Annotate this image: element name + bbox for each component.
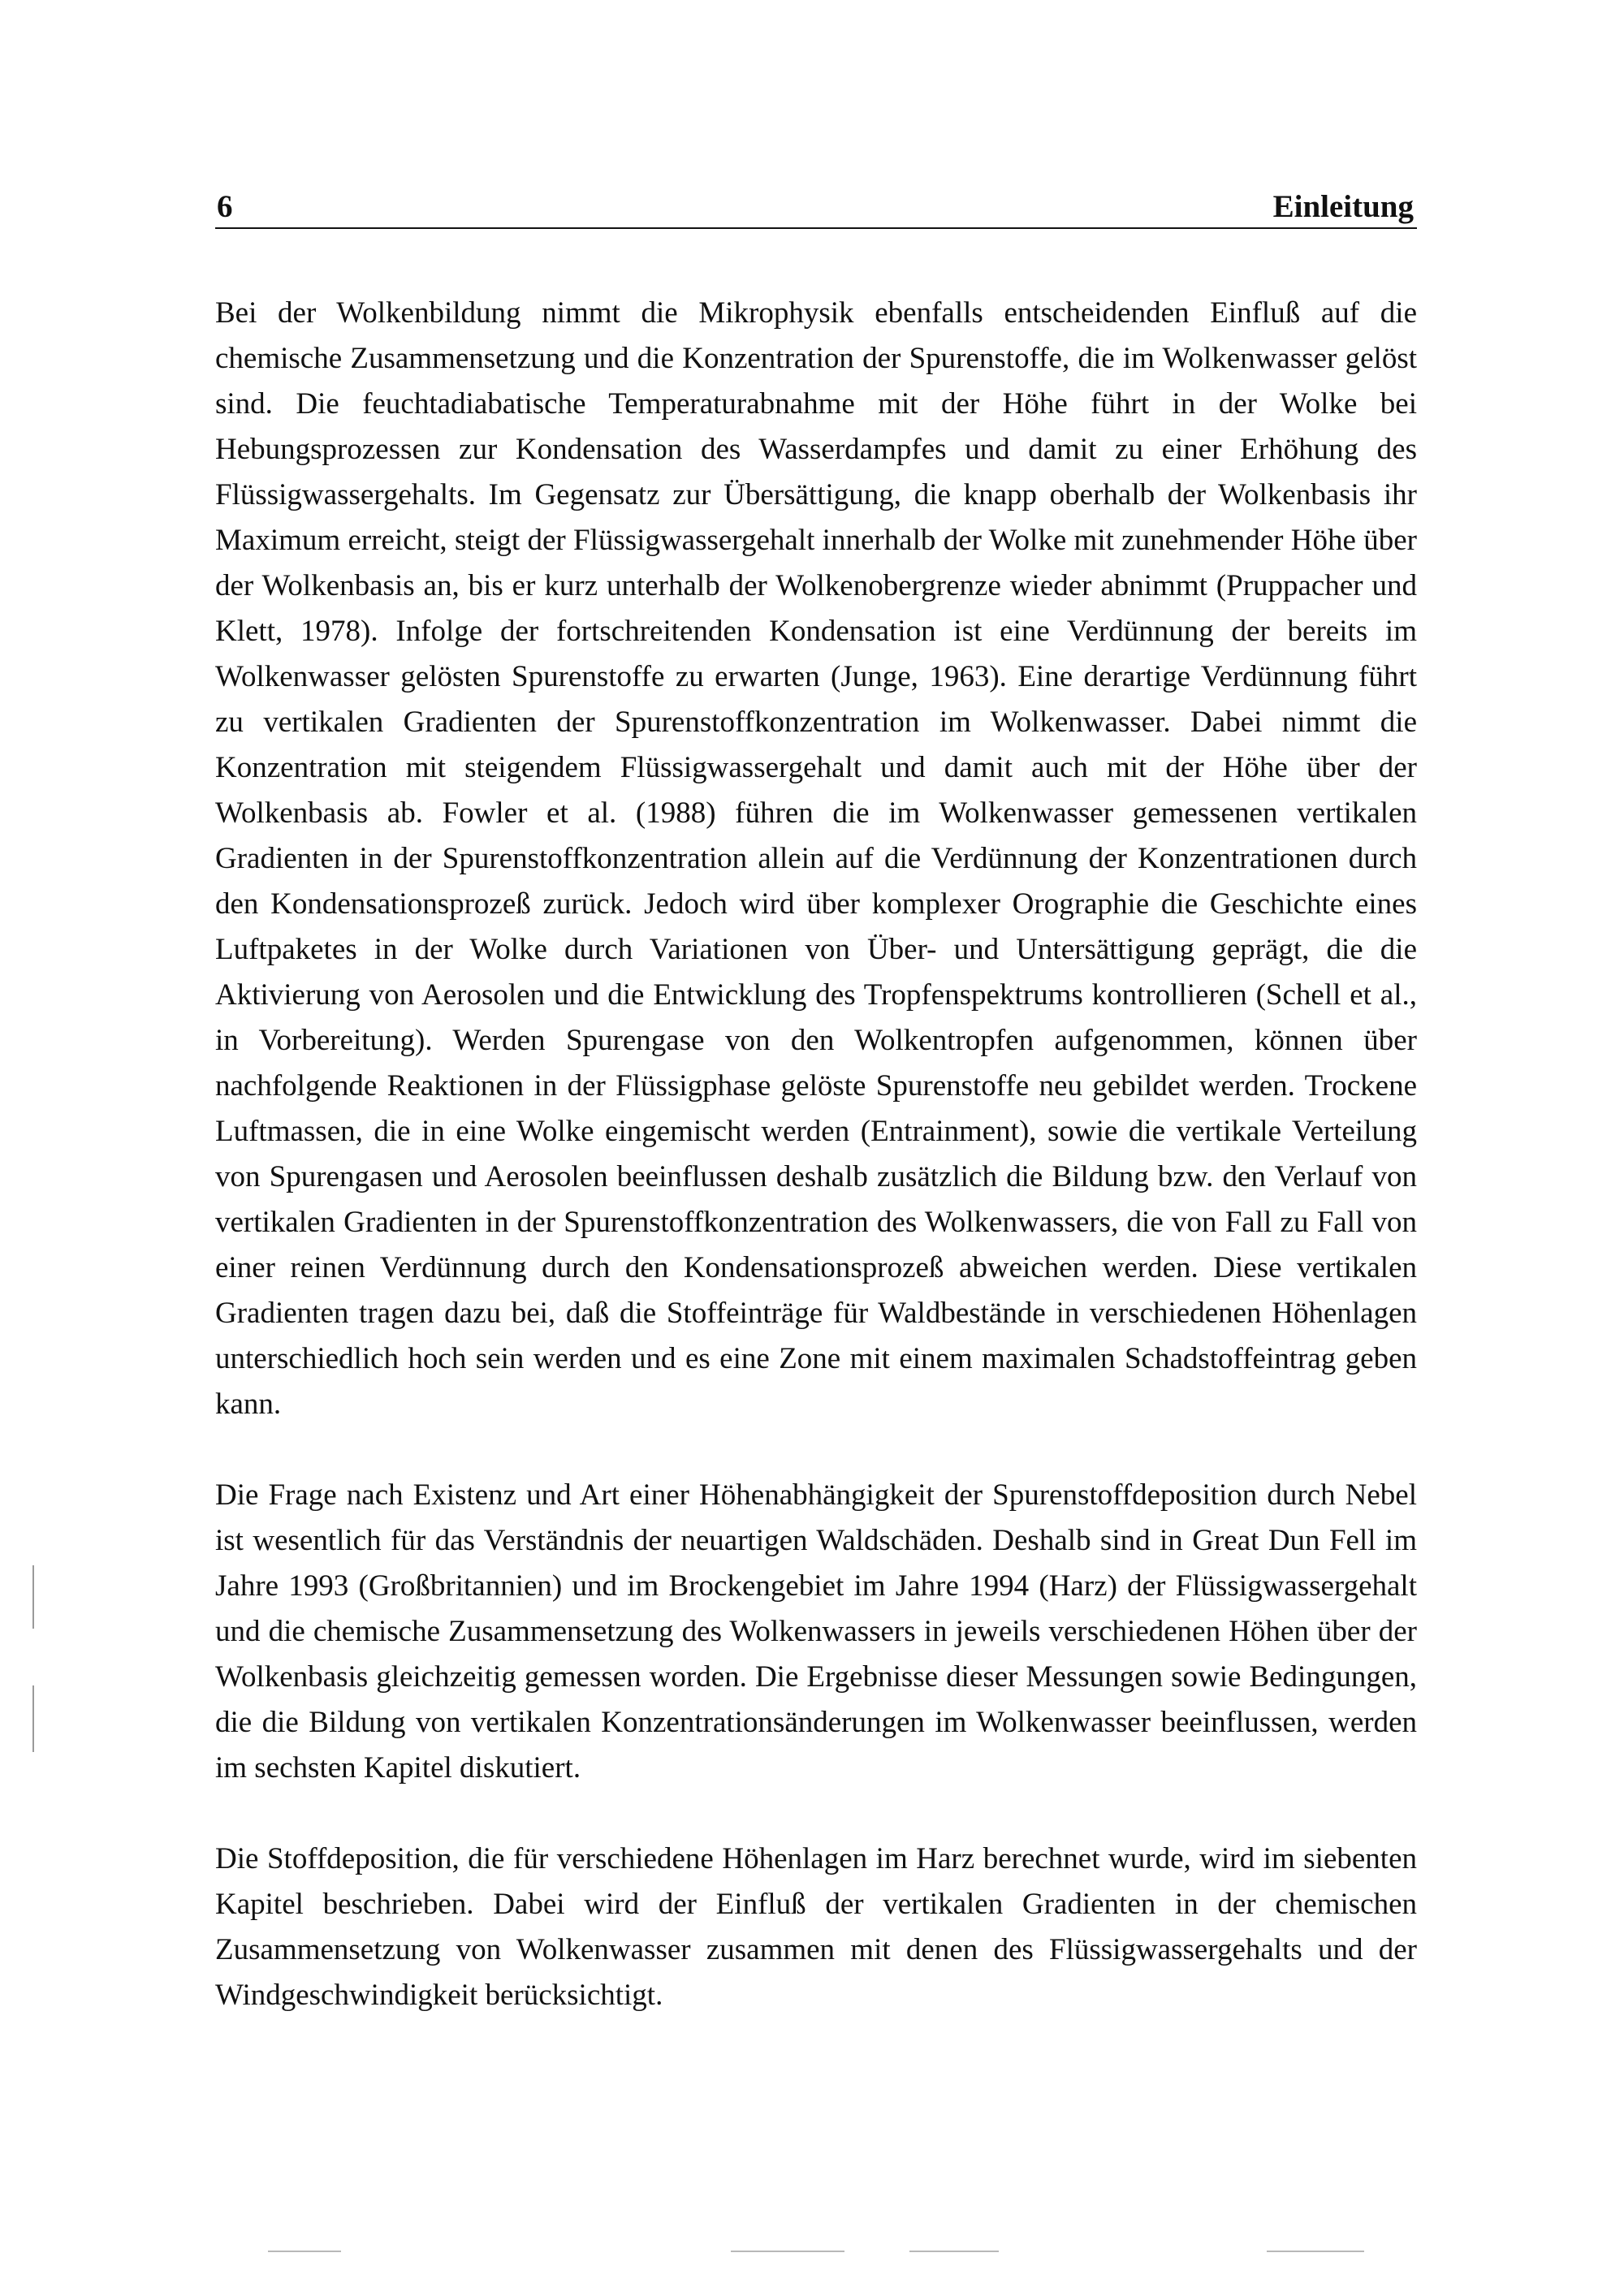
paragraph-3: Die Stoffdeposition, die für verschiedene Höhenlagen im Harz berechnet wurde, wird im siebenten Kapitel beschrieben. Dabei wird der Einfluß der vertikalen Gradienten in der chemischen Zusammensetzung von Wolkenwasser zusammen mit denen des Flüssigwassergehalts und der Windgeschwindigkeit berücksichtigt. [215, 1842, 1417, 2012]
scan-edge-mark [268, 2251, 341, 2252]
paragraph-1: Bei der Wolkenbildung nimmt die Mikrophysik ebenfalls entscheidenden Einfluß auf die chemische Zusammensetzung und die Konzentration der Spurenstoffe, die im Wolkenwasser gelöst sind. Die feuchtadiabatische Temperaturabnahme mit der Höhe führt in der Wolke bei Hebungsprozessen zur Kondensation des Wasserdampfes und damit zu einer Erhöhung des Flüssigwassergehalts. Im Gegensatz zur Übersättigung, die knapp oberhalb der Wolkenbasis ihr Maximum erreicht, steigt der Flüssigwassergehalt innerhalb der Wolke mit zunehmender Höhe über der Wolkenbasis an, bis er kurz unterhalb der Wolkenobergrenze wieder abnimmt (Pruppacher und Klett, 1978). Infolge der fortschreitenden Kondensation ist eine Verdünnung der bereits im Wolkenwasser gelösten Spurenstoffe zu erwarten (Junge, 1963). Eine derartige Verdünnung führt zu vertikalen Gradienten der Spurenstoffkonzentration im Wolkenwasser. Dabei nimmt die Konzentration mit steigendem Flüssigwassergehalt und damit auch mit der Höhe über der Wolkenbasis ab. Fowler et al. (1988) führen die im Wolkenwasser gemessenen vertikalen Gradienten in der Spurenstoffkonzentration allein auf die Verdünnung der Konzentrationen durch den Kondensationsprozeß zurück. Jedoch wird über komplexer Orographie die Geschichte eines Luftpaketes in der Wolke durch Variationen von Über- und Untersättigung geprägt, die die Aktivierung von Aerosolen und die Entwicklung des Tropfenspektrums kontrollieren (Schell et al., in Vorbereitung). Werden Spurengase von den Wolkentropfen aufgenommen, können über nachfolgende Reaktionen in der Flüssigphase gelöste Spurenstoffe neu gebildet werden. Trockene Luftmassen, die in eine Wolke eingemischt werden (Entrainment), sowie die vertikale Verteilung von Spurengasen und Aerosolen beeinflussen deshalb zusätzlich die Bildung bzw. den Verlauf von vertikalen Gradienten in der Spurenstoffkonzentration des Wolkenwassers, die von Fall zu Fall von einer reinen Verdünnung durch den Kondensationsprozeß abweichen werden. Diese vertikalen Gradienten tragen dazu bei, daß die Stoffeinträge für Waldbestände in verschiedenen Höhenlagen unterschiedlich hoch sein werden und es eine Zone mit einem maximalen Schadstoffeintrag geben kann. [215, 296, 1417, 1421]
scan-edge-mark [1267, 2251, 1364, 2252]
body-text [215, 291, 1417, 2018]
scan-margin-mark [32, 1565, 34, 1629]
section-title: Einleitung [1272, 189, 1414, 224]
scan-edge-mark [909, 2251, 999, 2252]
scan-edge-mark [731, 2251, 844, 2252]
running-header [215, 188, 1417, 229]
scan-margin-mark [32, 1685, 34, 1752]
paragraph-2: Die Frage nach Existenz und Art einer Höhenabhängigkeit der Spurenstoffdeposition durch Nebel ist wesentlich für das Verständnis der neuartigen Waldschäden. Deshalb sind in Great Dun Fell im Jahre 1993 (Großbritannien) und im Brockengebiet im Jahre 1994 (Harz) der Flüssigwassergehalt und die chemische Zusammensetzung des Wolkenwassers in jeweils verschiedenen Höhen über der Wolkenbasis gleichzeitig gemessen worden. Die Ergebnisse dieser Messungen sowie Bedingungen, die die Bildung von vertikalen Konzentrationsänderungen im Wolkenwasser beeinflussen, werden im sechsten Kapitel diskutiert. [215, 1478, 1417, 1785]
page-number: 6 [217, 189, 233, 224]
